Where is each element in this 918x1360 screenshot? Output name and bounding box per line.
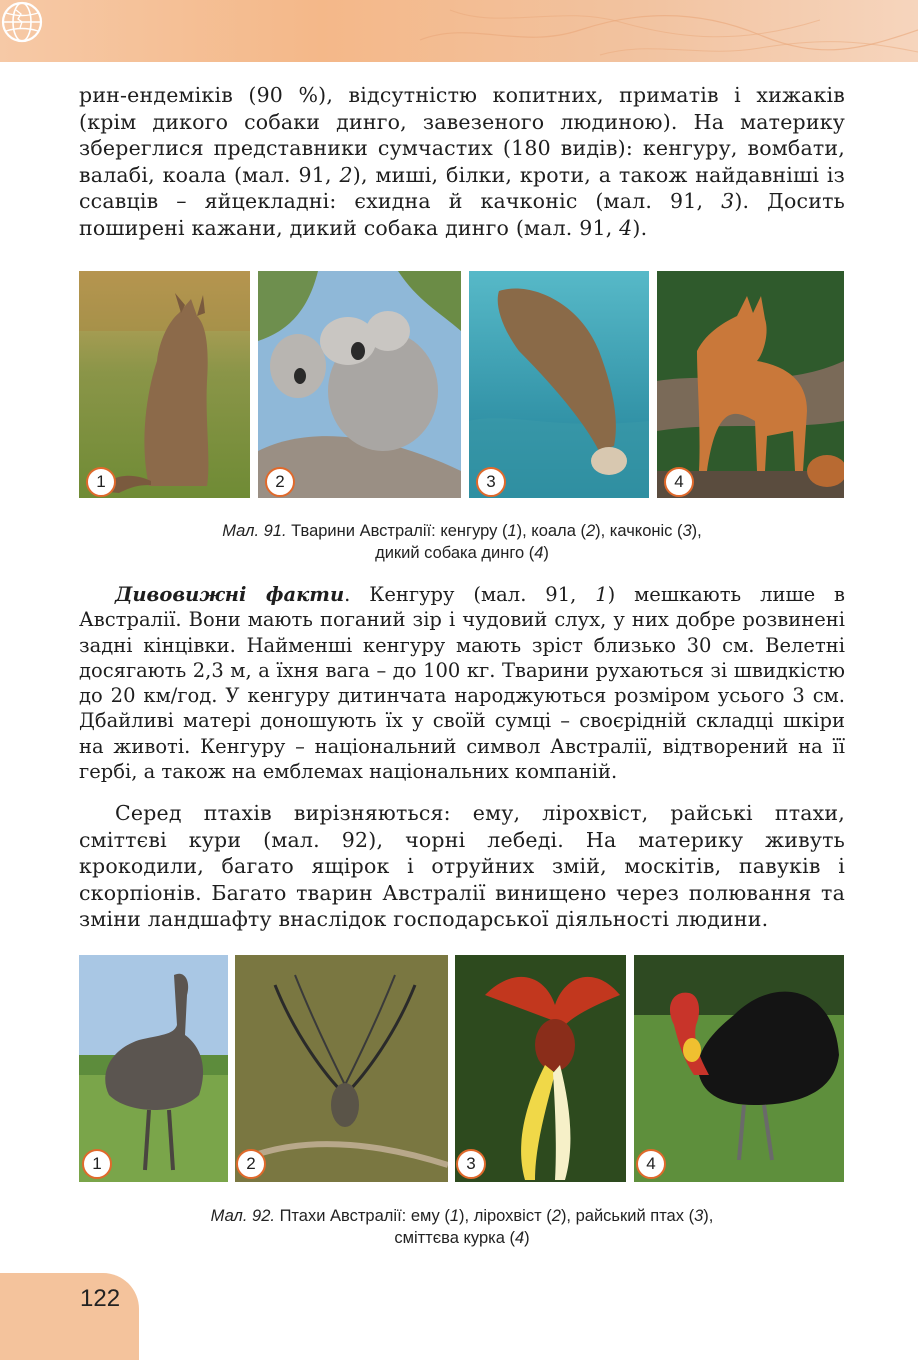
figure92-caption: Мал. 92. Птахи Австралії: ему (1), лірохвіст (2), райський птах (3), сміттєва курка (4)	[210, 1207, 714, 1247]
figure92-number-2: 2	[236, 1149, 266, 1179]
facts-heading: Дивовижні факти	[115, 583, 345, 606]
figure92-number-1: 1	[82, 1149, 112, 1179]
birds-paragraph: Серед птахів вирізняються: ему, лірохвіст, райські птахи, сміттєві кури (мал. 92), чорні лебеді. На материку живуть крокодили, багато ящірок і отруйних змій, москітів, павуків і скорпіонів. Багато тварин Австралії винищено через полювання та зміни ландшафту внаслідок господарської діяльності людини.	[79, 801, 845, 932]
map-texture	[0, 0, 918, 62]
figure91-number-4: 4	[664, 467, 694, 497]
figure92-number-4: 4	[636, 1149, 666, 1179]
lyrebird-photo	[235, 955, 448, 1182]
figure91-number-1: 1	[86, 467, 116, 497]
emu-photo	[79, 955, 228, 1182]
koala-photo	[258, 271, 461, 498]
page-header-band	[0, 0, 918, 62]
kangaroo-photo	[79, 271, 250, 498]
figure91-number-3: 3	[476, 467, 506, 497]
bird-of-paradise-photo	[455, 955, 626, 1182]
intro-paragraph: рин-ендеміків (90 %), відсутністю копитних, приматів і хижаків (крім дикого собаки динго, завезеного людиною). На материку збереглися представники сумчастих (180 видів): кенгуру, вомбати, валабі, коала (мал. 91, 2), миші, білки, кроти, а також найдавніші із ссавців – яйцекладні: єхидна й качконіс (мал. 91, 3). Досить поширені кажани, дикий собака динго (мал. 91, 4).	[79, 83, 846, 240]
page-number: 122	[80, 1285, 121, 1312]
figure91-number-2: 2	[265, 467, 295, 497]
platypus-photo	[469, 271, 649, 498]
brush-turkey-photo	[634, 955, 844, 1182]
globe-icon	[0, 0, 44, 44]
figure91-caption: Мал. 91. Тварини Австралії: кенгуру (1), коала (2), качконіс (3), дикий собака динго (4)	[222, 522, 702, 562]
facts-paragraph: Дивовижні факти. Кенгуру (мал. 91, 1) мешкають лише в Австралії. Вони мають поганий зір і чудовий слух, у них добре розвинені задні кінцівки. Найменші кенгуру мають зріст близько 30 см. Велетні досягають 2,3 м, а їхня вага – до 100 кг. Тварини рухаються зі швидкістю до 20 км/год. У кенгуру дитинчата народжуються розміром усього 3 см. Дбайливі матері доношують їх у своїй сумці – своєрідній складці шкіри на животі. Кенгуру – національний символ Австралії, відтворений на її гербі, а також на емблемах національних компаній.	[79, 583, 845, 784]
dingo-photo	[657, 271, 844, 498]
figure92-number-3: 3	[456, 1149, 486, 1179]
